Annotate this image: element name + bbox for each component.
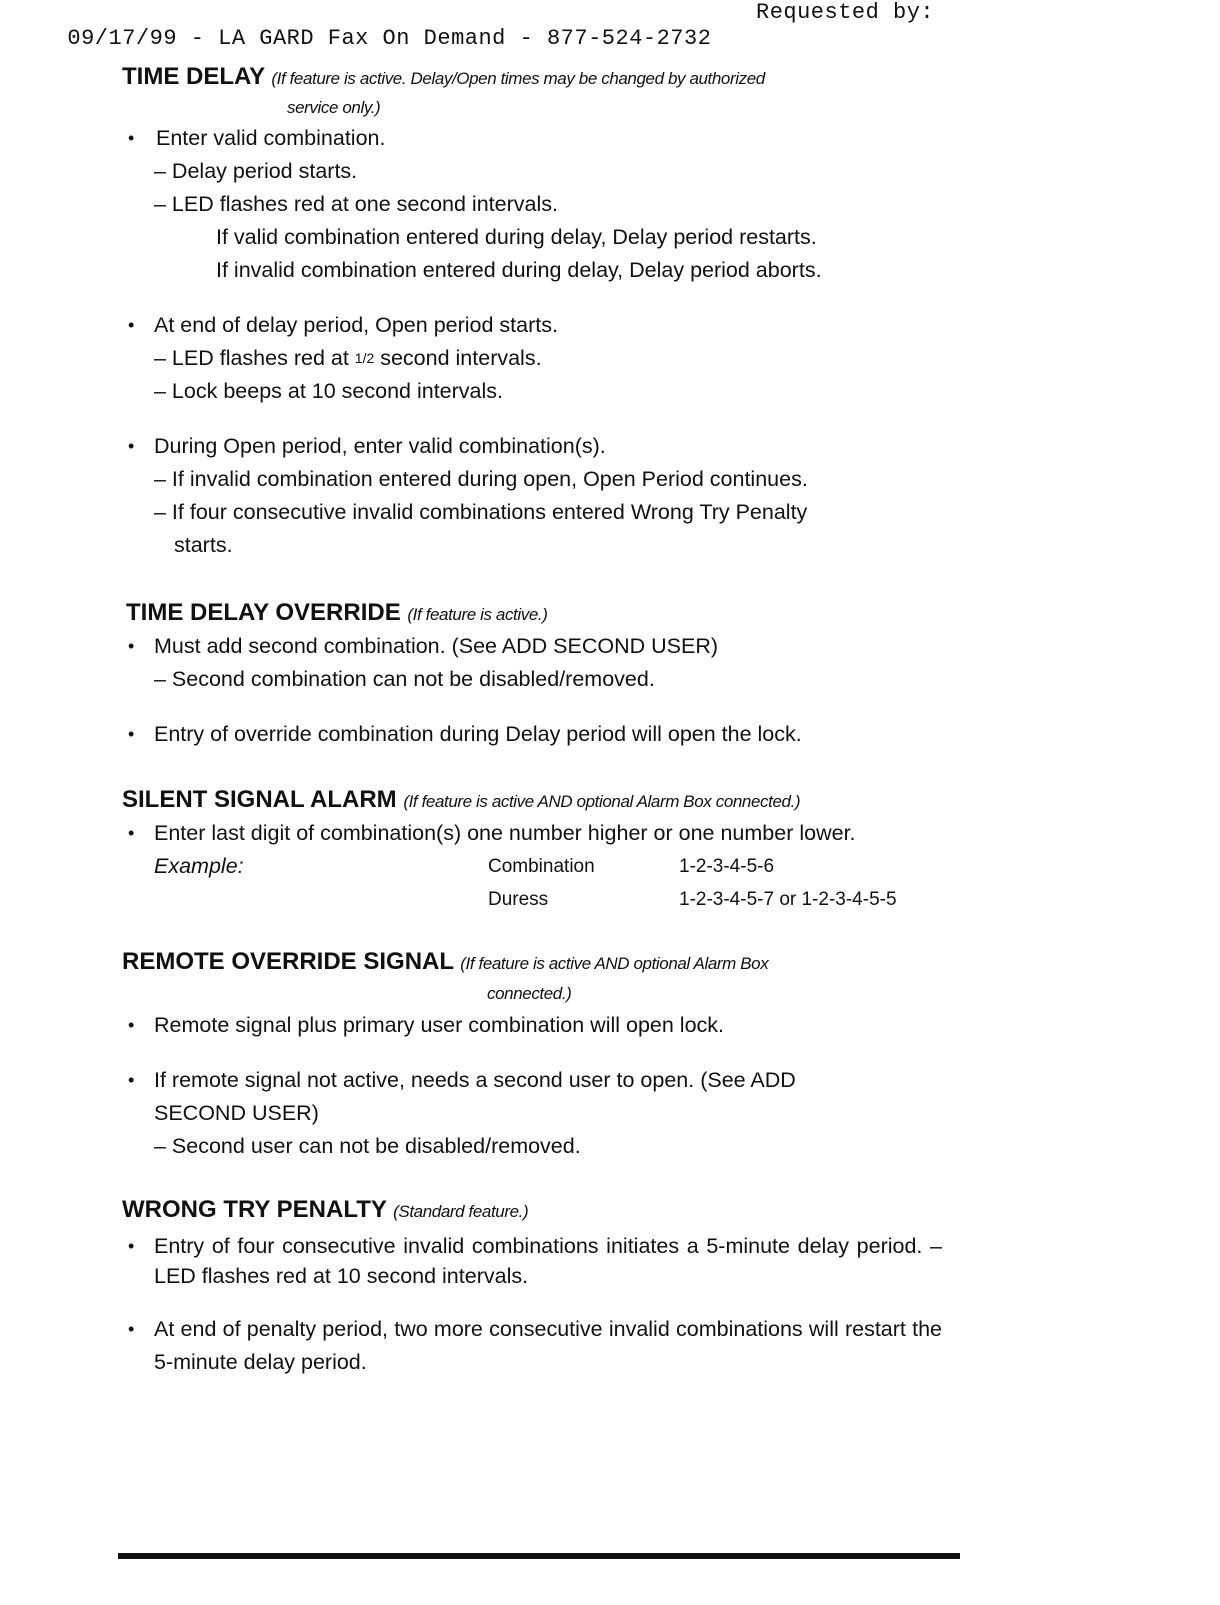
example-value: 1-2-3-4-5-6	[679, 856, 775, 877]
section-title: REMOTE OVERRIDE SIGNAL (If feature is active AND optional Alarm Box	[122, 948, 769, 975]
section-wrong-try-penalty	[122, 1195, 962, 1379]
section-title: TIME DELAY (If feature is active. Delay/Open times may be changed by authorized	[122, 63, 765, 90]
fraction: 1/2	[354, 350, 375, 366]
bullet-item: • If remote signal not active, needs a second user to open. (See ADD SECOND USER)	[122, 1064, 962, 1130]
section-note-continued: connected.)	[487, 984, 572, 1003]
fax-requested-by: Requested by:	[756, 0, 935, 25]
sub-item: – Second user can not be disabled/removed.	[154, 1134, 581, 1158]
section-remote-override-signal	[122, 947, 962, 1163]
section-note-continued: service only.)	[287, 98, 381, 117]
section-title: WRONG TRY PENALTY (Standard feature.)	[122, 1196, 529, 1223]
sub-item: If invalid combination entered during delay, Delay period aborts.	[216, 258, 822, 282]
example-label: Example:	[154, 854, 244, 878]
sub-item: – LED flashes red at one second intervals.	[154, 192, 558, 216]
section-note: (Standard feature.)	[393, 1202, 529, 1221]
bullet-item: • Entry of four consecutive invalid combinations initiates a 5-minute delay period. – LED flashes red at 10 second intervals.	[122, 1231, 962, 1291]
bullet-item: • Entry of override combination during Delay period will open the lock.	[122, 718, 962, 751]
bullet-item: • Enter last digit of combination(s) one number higher or one number lower.	[122, 817, 962, 850]
section-title: SILENT SIGNAL ALARM (If feature is active AND optional Alarm Box connected.)	[122, 786, 801, 813]
sub-item: – LED flashes red at 1/2 second intervals.	[154, 346, 542, 370]
sub-item: – Lock beeps at 10 second intervals.	[154, 379, 503, 403]
section-silent-signal-alarm	[122, 785, 962, 916]
bullet-item: • During Open period, enter valid combination(s).	[122, 430, 962, 463]
example-value: 1-2-3-4-5-7 or 1-2-3-4-5-5	[679, 889, 897, 910]
sub-item: If valid combination entered during delay, Delay period restarts.	[216, 225, 817, 249]
bullet-item: • Remote signal plus primary user combination will open lock.	[122, 1009, 962, 1042]
fax-header-left: 09/17/99 - LA GARD Fax On Demand - 877-524-2732	[67, 26, 712, 51]
sub-item: – Delay period starts.	[154, 159, 358, 183]
bullet-item: • At end of penalty period, two more consecutive invalid combinations will restart the 5-minute delay period.	[122, 1313, 962, 1379]
example-name: Combination	[488, 856, 595, 877]
bullet-item: • At end of delay period, Open period starts.	[122, 309, 962, 342]
sub-item-continued: starts.	[174, 533, 233, 557]
bullet-item: • Enter valid combination.	[122, 122, 962, 155]
section-time-delay-override	[122, 598, 962, 751]
section-time-delay	[122, 62, 962, 562]
section-title: TIME DELAY OVERRIDE (If feature is active.)	[126, 599, 548, 626]
section-note: (If feature is active AND optional Alarm Box connected.)	[403, 792, 801, 811]
sub-item: – If invalid combination entered during open, Open Period continues.	[154, 467, 808, 491]
sub-item: – Second combination can not be disabled/removed.	[154, 667, 655, 691]
section-note: (If feature is active. Delay/Open times may be changed by authorized	[271, 69, 765, 88]
example-row	[122, 850, 962, 883]
sub-item: – If four consecutive invalid combinations entered Wrong Try Penalty	[154, 500, 808, 524]
section-note: (If feature is active.)	[407, 605, 548, 624]
bottom-rule	[118, 1553, 960, 1559]
bullet-item: • Must add second combination. (See ADD SECOND USER)	[122, 630, 962, 663]
example-row	[122, 883, 962, 916]
example-name: Duress	[488, 889, 549, 910]
section-note: (If feature is active AND optional Alarm Box	[460, 954, 769, 973]
